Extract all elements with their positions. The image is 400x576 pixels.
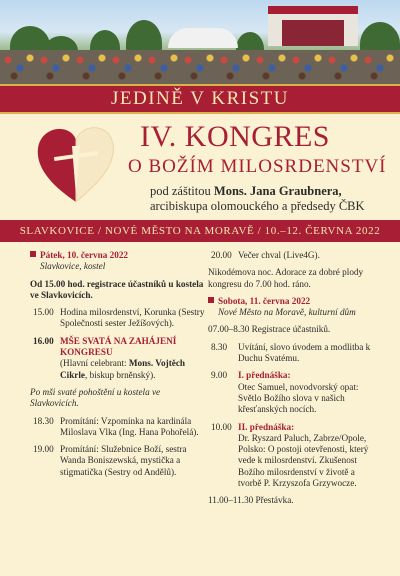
motto-text: JEDINĚ V KRISTU bbox=[110, 88, 290, 109]
congress-header bbox=[0, 114, 400, 218]
header-photo bbox=[0, 0, 400, 84]
adoration-note: Nikodémova noc. Adorace za dobré plody kongresu do 7.00 hod. ráno. bbox=[208, 267, 364, 289]
patron-name: Mons. Jana Graubnera, bbox=[213, 184, 342, 198]
motto-bar bbox=[0, 84, 400, 114]
stage-shape bbox=[268, 6, 358, 46]
congress-title: IV. KONGRES bbox=[140, 120, 330, 153]
break-note: 11.00–11.30 Přestávka. bbox=[208, 495, 294, 506]
program-item: 15.00 Hodina milosrdenství, Korunka (Sestry Společnosti sester Ježíšových). bbox=[33, 307, 205, 329]
bullet-square-icon bbox=[30, 251, 36, 257]
program-item-lecture-1: 9.00 I. přednáška: Otec Samuel, novodvorský opat: Světlo Božího slova v našich křesťanských nocích. bbox=[211, 370, 359, 415]
patronage-text: pod záštitou Mons. Jana Graubnera, arcibiskupa olomouckého a předsedy ČBK bbox=[150, 184, 365, 213]
bullet-square-icon bbox=[208, 297, 214, 303]
day-heading-friday: Pátek, 10. června 2022 Slavkovice, kostel bbox=[30, 250, 208, 273]
crowd-shape bbox=[0, 50, 400, 84]
heart-cross-logo-icon bbox=[36, 124, 116, 206]
program-item: 18.30 Promítání: Vzpomínka na kardinála Miloslava Vlka (Ing. Hana Pohořelá). bbox=[33, 415, 199, 437]
program-item-mass: 16.00 MŠE SVATÁ NA ZAHÁJENÍ KONGRESU (Hlavní celebrant: Mons. Vojtěch Cikrle, biskup brněnský). bbox=[33, 335, 186, 380]
registration-note: 07.00–8.30 Registrace účastníků. bbox=[208, 324, 331, 335]
tent-shape bbox=[168, 28, 238, 48]
registration-note: Od 15.00 hod. registrace účastníků u kostela ve Slavkovicích. bbox=[30, 278, 204, 300]
program-item: 20.00 Večer chval (Live4G). bbox=[211, 250, 320, 260]
program-item-lecture-2: 10.00 II. přednáška: Dr. Ryszard Paluch, Zabrze/Opole, Polsko: O postoji otevřenosti, který vede k milosrdenství. Zkušenost Božího milosrdenství v životě a tvorbě P. Krzyszofa Grzywocze. bbox=[211, 421, 369, 489]
program-item: 8.30 Uvítání, slovo úvodem a modlitba k Duchu Svatému. bbox=[211, 341, 371, 364]
place-date-bar bbox=[0, 220, 400, 242]
congress-subtitle: O BOŽÍM MILOSRDENSTVÍ bbox=[128, 156, 387, 177]
after-mass-note: Po mši svaté pohoštění u kostela ve Slavkovicích. bbox=[30, 386, 161, 409]
program-left-column bbox=[30, 250, 208, 484]
program-item: 19.00 Promítání: Služebnice Boží, sestra Wanda Boniszewská, mystička a stigmatička (Sestry od Andělů). bbox=[33, 444, 187, 477]
program-right-column bbox=[208, 250, 378, 513]
place-date-text: SLAVKOVICE / NOVÉ MĚSTO NA MORAVĚ / 10.–12. ČERVNA 2022 bbox=[19, 225, 381, 237]
day-heading-saturday: Sobota, 11. června 2022 Nové Město na Moravě, kulturní dům bbox=[208, 296, 378, 319]
